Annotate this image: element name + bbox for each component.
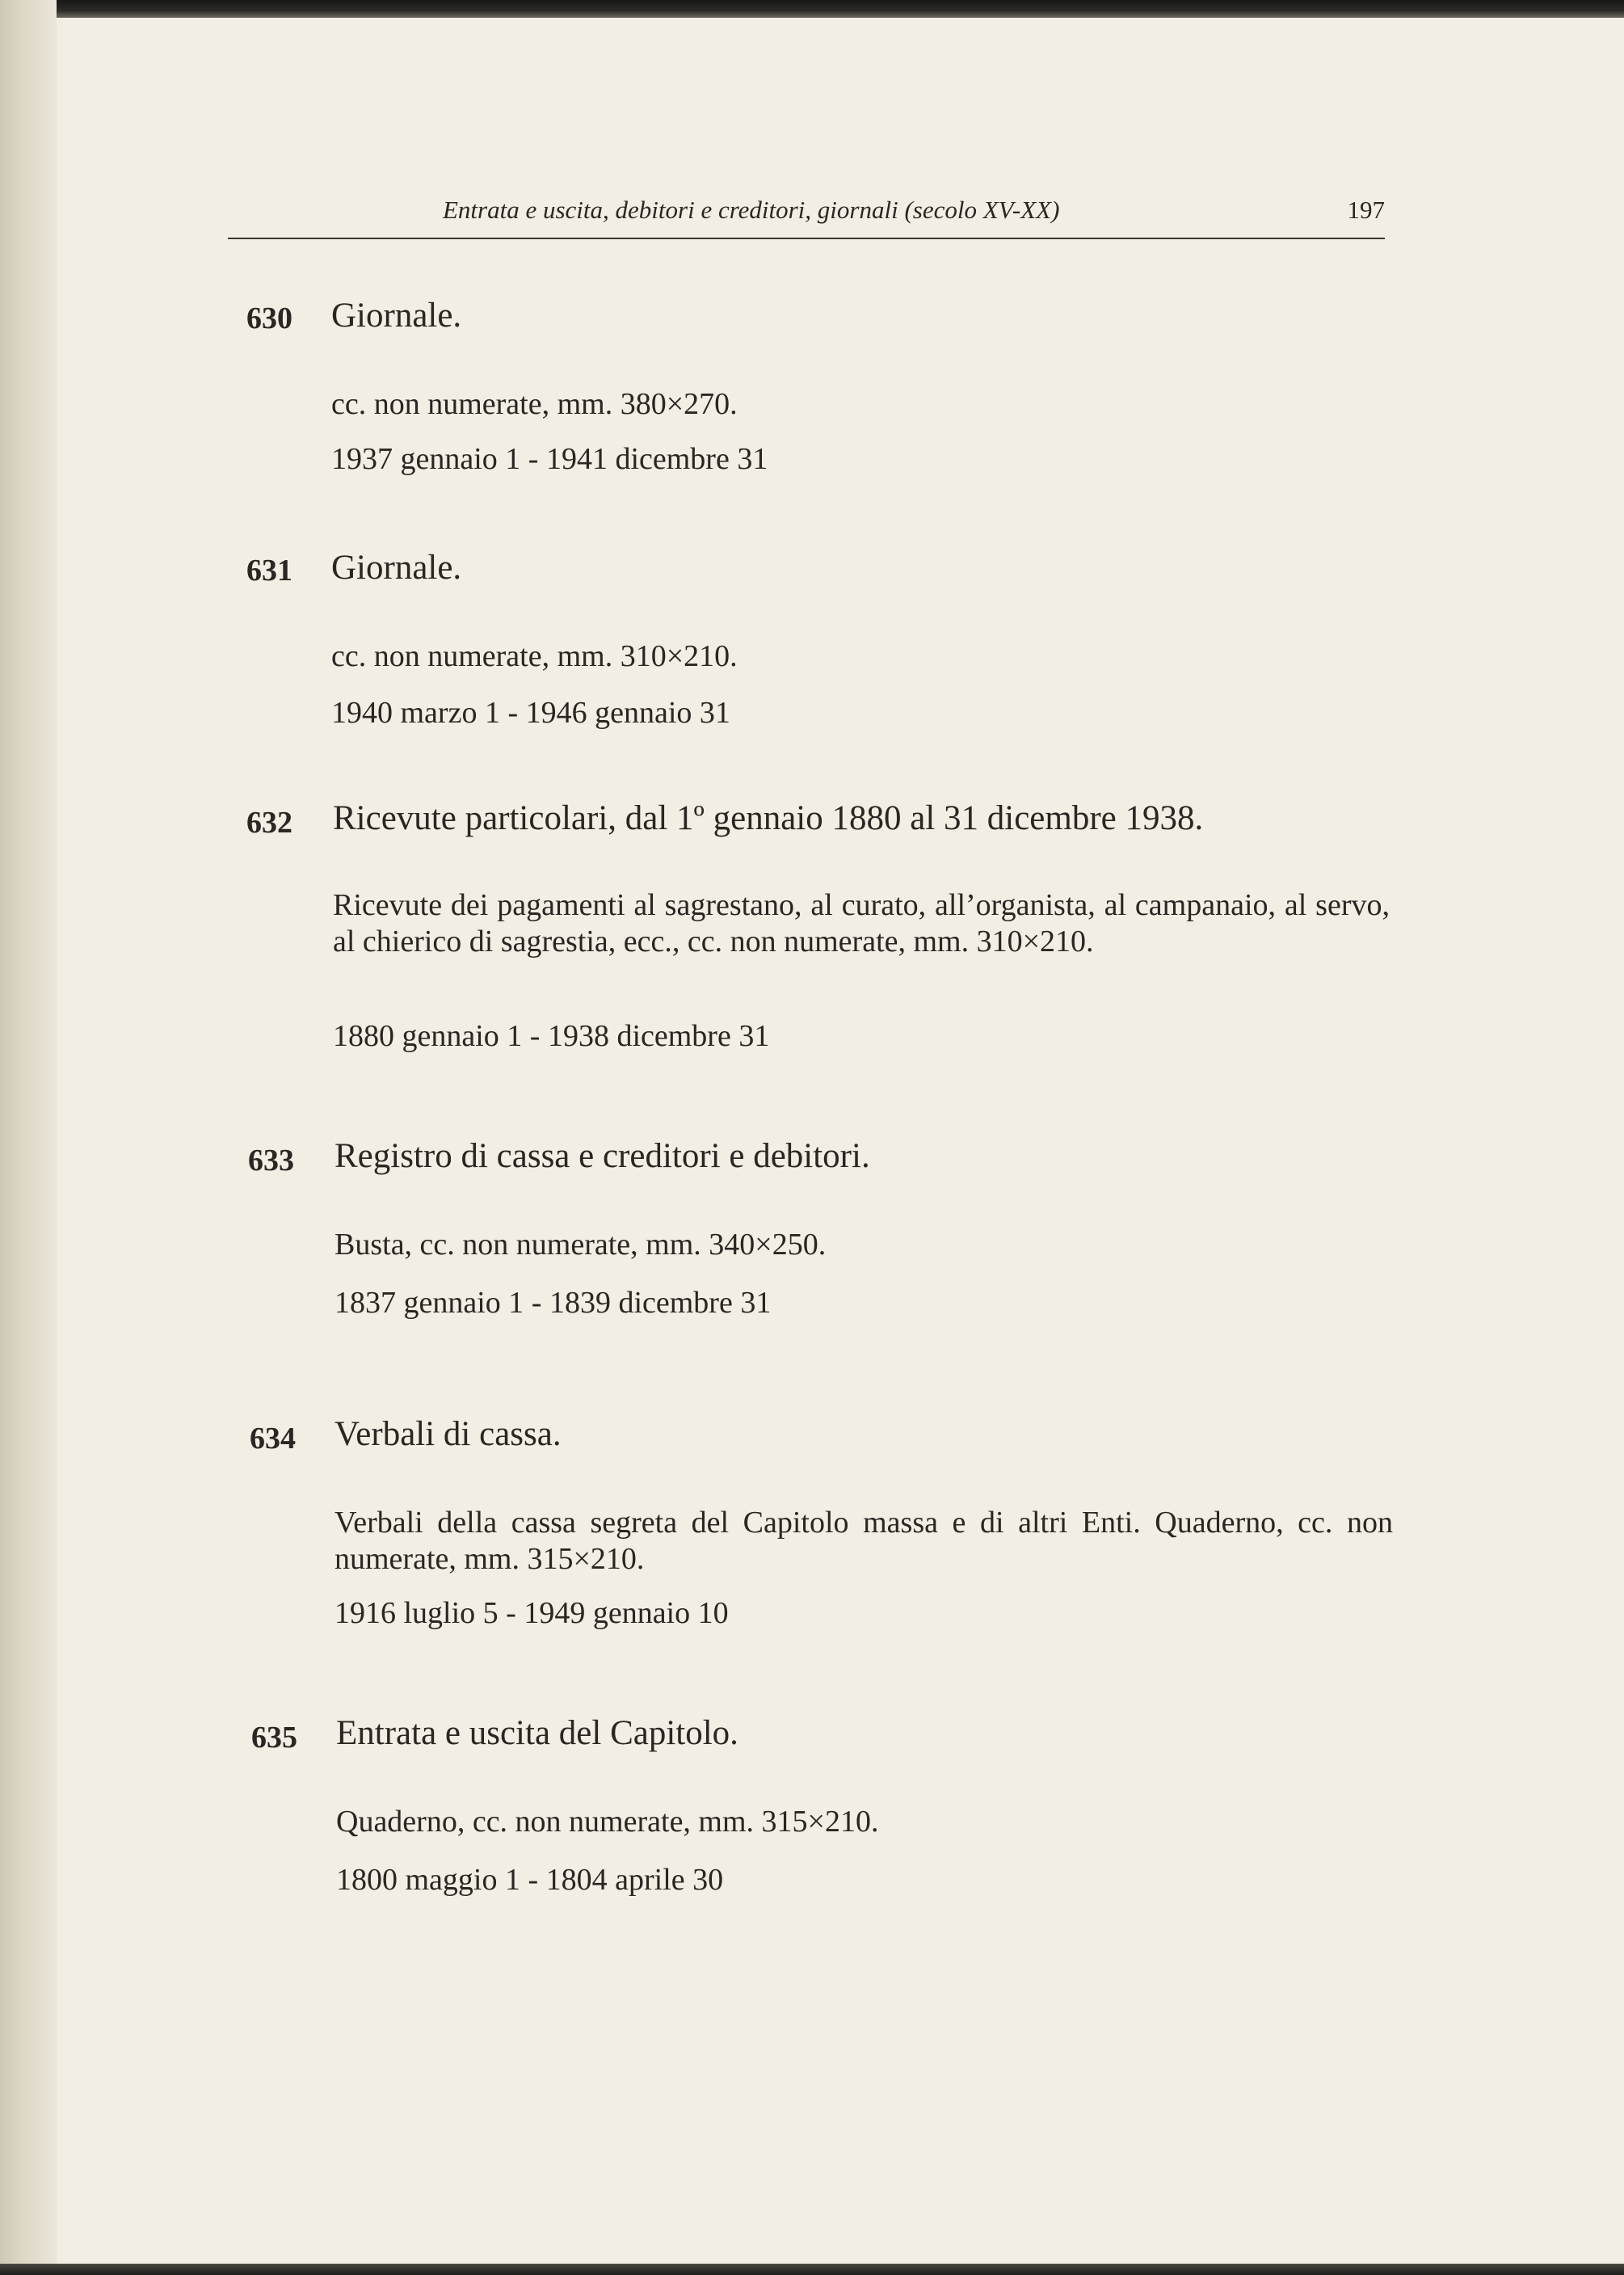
entry-title: Registro di cassa e creditori e debitori. (334, 1137, 870, 1175)
scan-bottom-edge (0, 2264, 1624, 2275)
entry-date: 1916 luglio 5 - 1949 gennaio 10 (334, 1596, 729, 1630)
header-rule (228, 238, 1385, 239)
entry-description: Ricevute dei pagamenti al sagrestano, al curato, all’organista, al campanaio, al servo, al chierico di sagrestia, ecc., cc. non numerate, mm. 310×210. (333, 888, 1390, 958)
entry-number: 635 (251, 1721, 297, 1755)
entry-number: 631 (246, 554, 292, 588)
entry-number: 634 (250, 1422, 296, 1456)
entry-date: 1837 gennaio 1 - 1839 dicembre 31 (334, 1286, 772, 1320)
running-title: Entrata e uscita, debitori e creditori, giornali (secolo XV-XX) (443, 196, 1060, 224)
entry-title: Giornale. (331, 549, 462, 587)
page-header (229, 196, 1385, 228)
entry-date: 1800 maggio 1 - 1804 aprile 30 (336, 1863, 724, 1897)
entry-date: 1880 gennaio 1 - 1938 dicembre 31 (333, 1019, 770, 1053)
entry-number: 633 (248, 1144, 294, 1178)
entry-number: 632 (246, 806, 292, 840)
scan-top-edge (0, 0, 1624, 18)
entry-description: Quaderno, cc. non numerate, mm. 315×210. (336, 1805, 879, 1839)
entry-description: Busta, cc. non numerate, mm. 340×250. (334, 1228, 827, 1262)
entry-description: cc. non numerate, mm. 310×210. (331, 639, 738, 673)
entry-date: 1940 marzo 1 - 1946 gennaio 31 (331, 696, 730, 730)
entry-title: Entrata e uscita del Capitolo. (336, 1714, 738, 1752)
entry-date: 1937 gennaio 1 - 1941 dicembre 31 (331, 442, 768, 476)
entry-title: Ricevute particolari, dal 1º gennaio 1880 al 31 dicembre 1938. (333, 799, 1204, 837)
entry-title: Verbali di cassa. (334, 1415, 562, 1453)
page-gutter (0, 0, 57, 2275)
page-number: 197 (1347, 196, 1385, 224)
entry-description: cc. non numerate, mm. 380×270. (331, 387, 738, 421)
entry-description: Verbali della cassa segreta del Capitolo massa e di altri Enti. Quaderno, cc. non numerate, mm. 315×210. (334, 1506, 1393, 1576)
entry-number: 630 (246, 301, 292, 335)
entry-title: Giornale. (331, 297, 462, 335)
